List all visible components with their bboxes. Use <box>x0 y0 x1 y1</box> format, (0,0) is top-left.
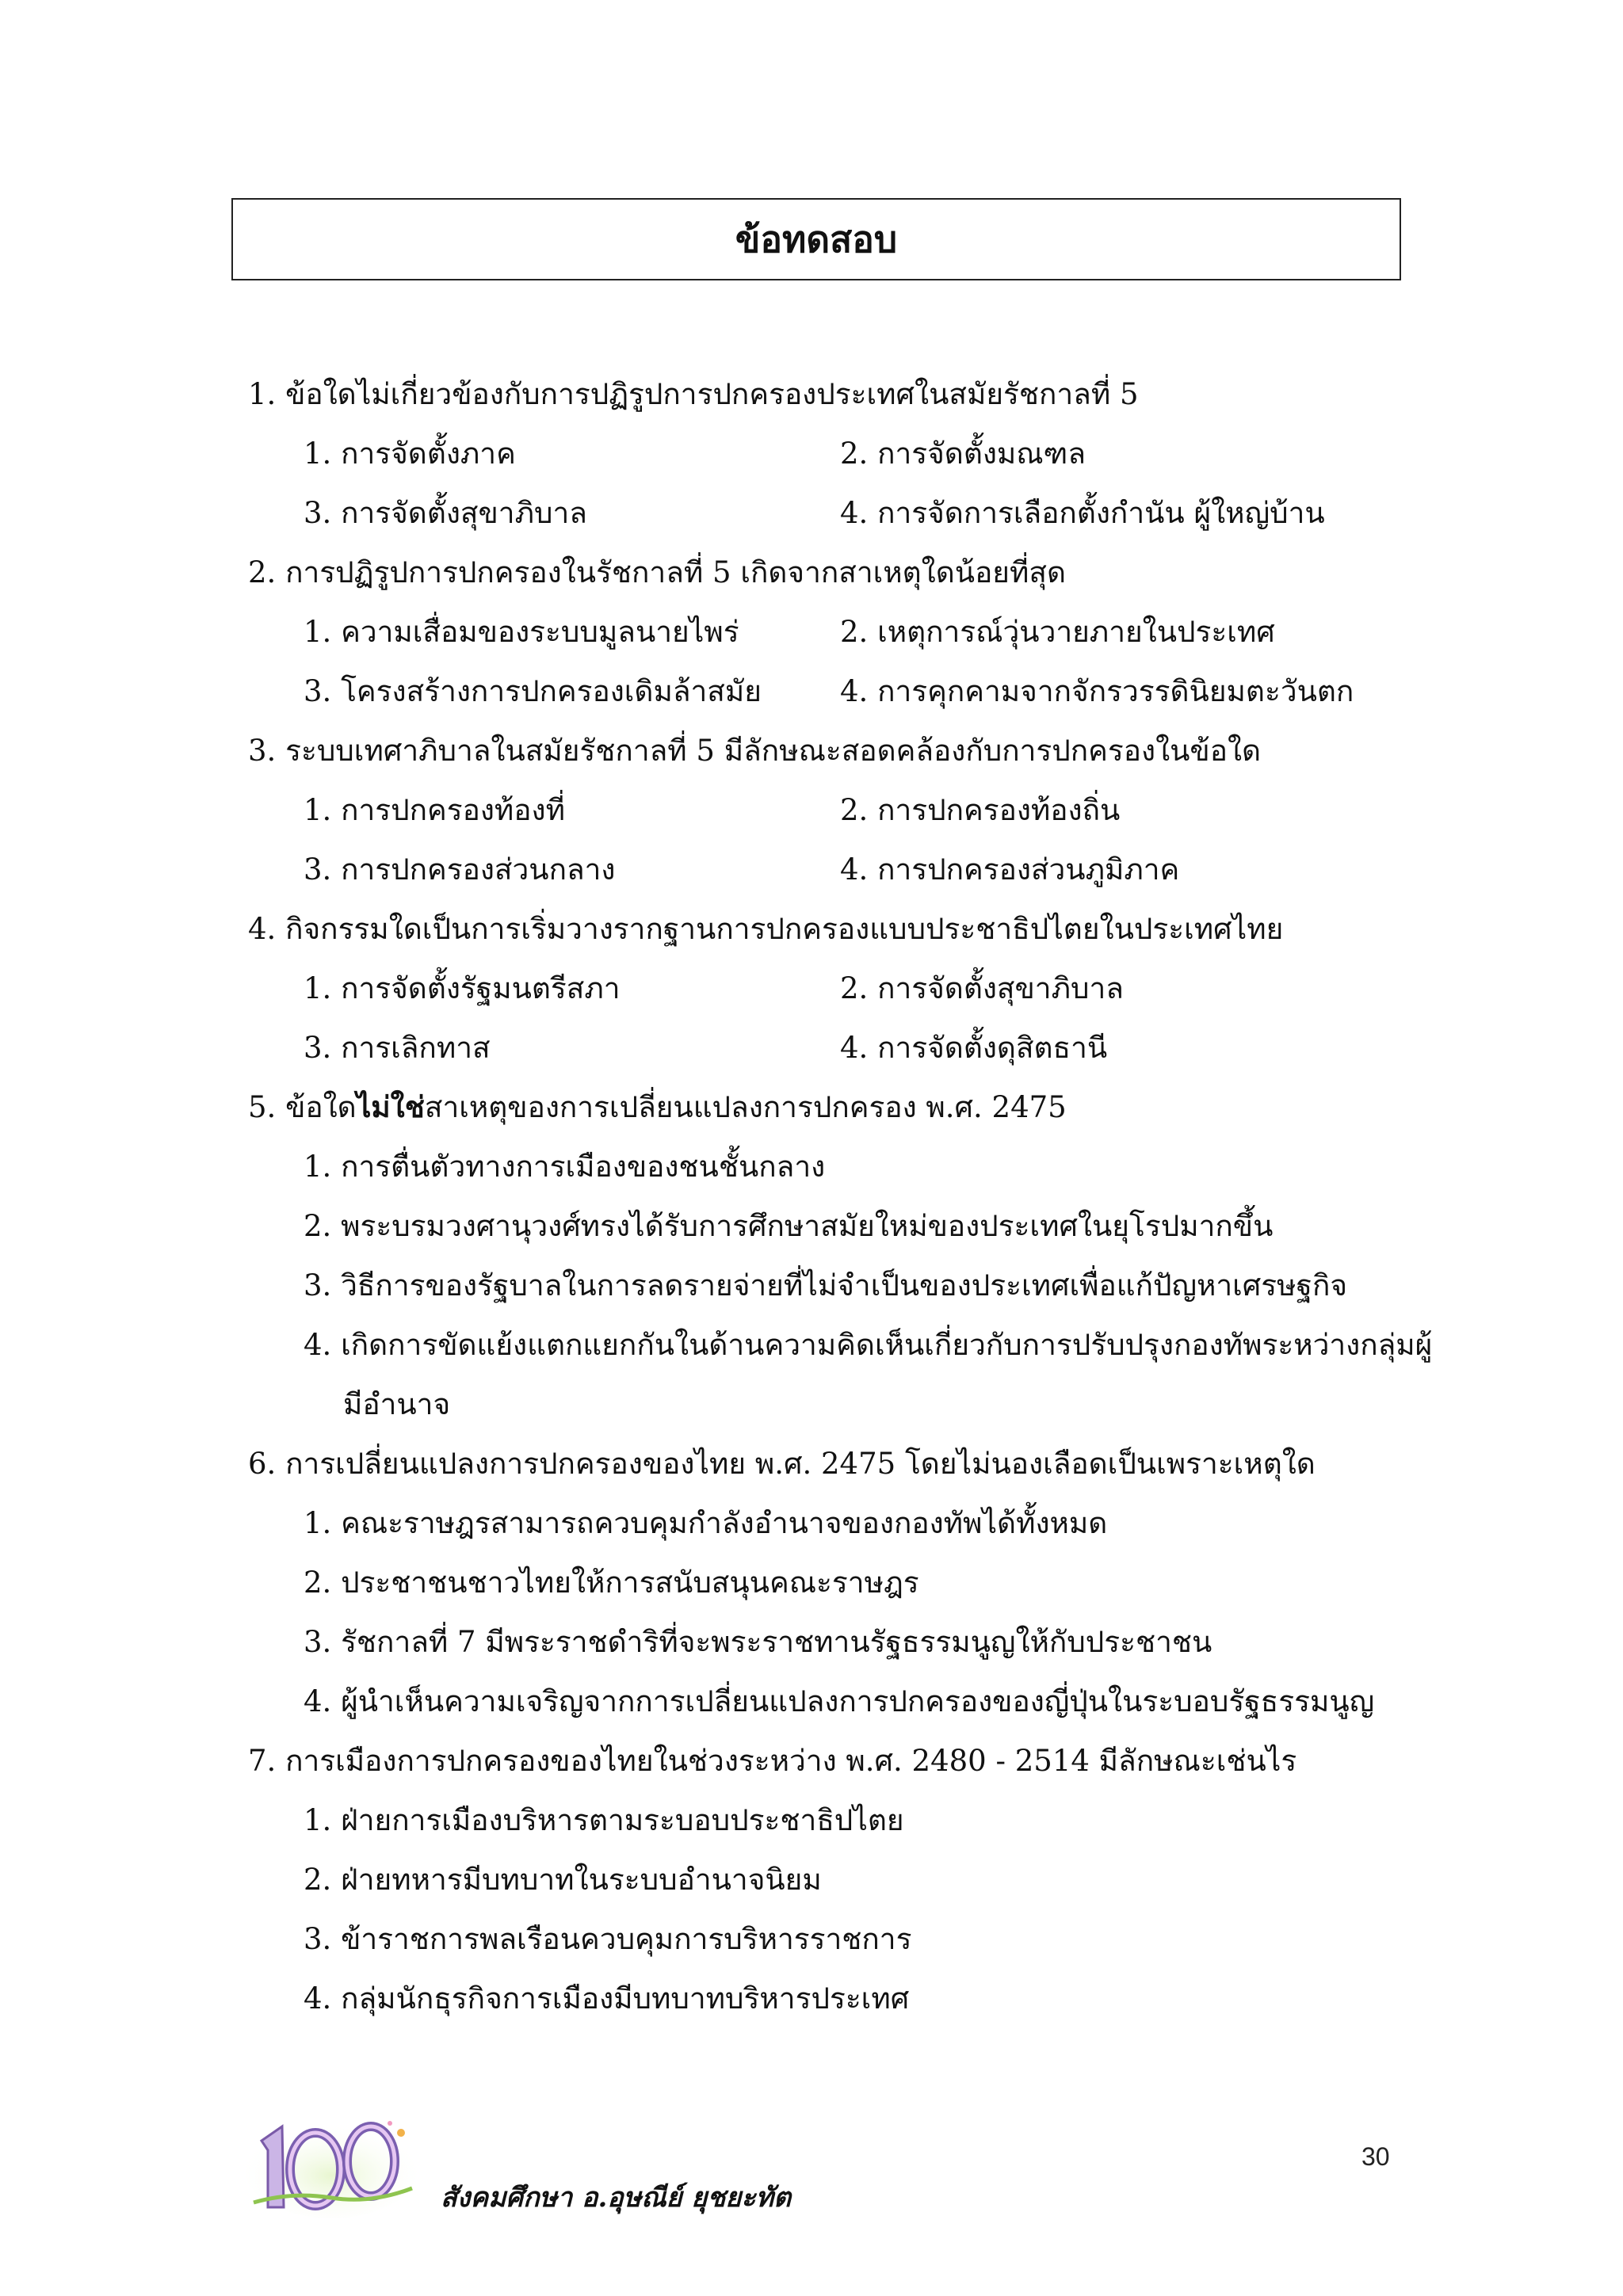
question-stem-pre: ข้อใด <box>285 1090 357 1124</box>
question-stem: ระบบเทศาภิบาลในสมัยรัชกาลที่ 5 มีลักษณะสอดคล้องกับการปกครองในข้อใด <box>285 734 1262 768</box>
page-title: ข้อทดสอบ <box>735 217 898 261</box>
option-4: 4. การคุกคามจากจักรวรรดินิยมตะวันตก <box>840 674 1354 708</box>
question-stem: กิจกรรมใดเป็นการเริ่มวางรากฐานการปกครองแบบประชาธิปไตยในประเทศไทย <box>285 912 1284 946</box>
option-row <box>248 424 1405 483</box>
question-number: 3. <box>248 734 277 768</box>
option-row <box>248 602 1405 662</box>
question-list <box>248 364 1433 2028</box>
option-1: 1. ฝ่ายการเมืองบริหารตามระบอบประชาธิปไตย <box>304 1803 904 1837</box>
question-5 <box>248 1077 1405 1137</box>
option-2: 2. การจัดตั้งสุขาภิบาล <box>840 971 1124 1005</box>
option-3: 3. โครงสร้างการปกครองเดิมล้าสมัย <box>304 674 762 708</box>
footer-author: สังคมศึกษา อ.อุษณีย์ ยุชยะทัต <box>441 2182 792 2214</box>
question-stem-post: สาเหตุของการเปลี่ยนแปลงการปกครอง พ.ศ. 2475 <box>424 1090 1067 1124</box>
option-3: 3. วิธีการของรัฐบาลในการลดรายจ่ายที่ไม่จำเป็นของประเทศเพื่อแก้ปัญหาเศรษฐกิจ <box>304 1268 1348 1302</box>
option-3: 3. ข้าราชการพลเรือนควบคุมการบริหารราชการ <box>304 1922 912 1956</box>
option-4: 4. ผู้นำเห็นความเจริญจากการเปลี่ยนแปลงการปกครองของญี่ปุ่นในระบอบรัฐธรรมนูญ <box>304 1684 1375 1718</box>
question-number: 4. <box>248 912 277 946</box>
option-2: 2. เหตุการณ์วุ่นวายภายในประเทศ <box>840 615 1275 649</box>
option-3: 3. การปกครองส่วนกลาง <box>304 852 616 887</box>
option-3: 3. รัชกาลที่ 7 มีพระราชดำริที่จะพระราชทานรัฐธรรมนูญให้กับประชาชน <box>304 1625 1212 1659</box>
option-row <box>248 1018 1405 1077</box>
question-stem: การเปลี่ยนแปลงการปกครองของไทย พ.ศ. 2475 โดยไม่นองเลือดเป็นเพราะเหตุใด <box>285 1447 1316 1481</box>
title-box <box>231 198 1401 280</box>
option-2: 2. การจัดตั้งมณฑล <box>840 437 1086 471</box>
option-4: 4. การปกครองส่วนภูมิภาค <box>840 852 1180 887</box>
option-row <box>248 840 1405 899</box>
option-4: 4. การจัดการเลือกตั้งกำนัน ผู้ใหญ่บ้าน <box>840 496 1325 530</box>
question-stem: การเมืองการปกครองของไทยในช่วงระหว่าง พ.ศ. 2480 - 2514 มีลักษณะเช่นไร <box>285 1744 1297 1778</box>
question-1 <box>248 364 1405 424</box>
logo-icon <box>244 2109 426 2220</box>
question-number: 6. <box>248 1447 277 1481</box>
question-number: 7. <box>248 1744 277 1778</box>
page-number: 30 <box>1361 2142 1390 2171</box>
question-number: 5. <box>248 1090 277 1124</box>
question-stem: การปฏิรูปการปกครองในรัชกาลที่ 5 เกิดจากสาเหตุใดน้อยที่สุด <box>285 555 1066 589</box>
question-2 <box>248 543 1405 602</box>
option-row <box>248 483 1405 543</box>
question-4 <box>248 899 1405 959</box>
option-4-continuation: มีอำนาจ <box>343 1387 451 1421</box>
option-4: 4. การจัดตั้งดุสิตธานี <box>840 1031 1108 1065</box>
option-4: 4. กลุ่มนักธุรกิจการเมืองมีบทบาทบริหารประเทศ <box>304 1981 910 2016</box>
question-3 <box>248 721 1405 780</box>
question-6 <box>248 1434 1405 1493</box>
option-4: 4. เกิดการขัดแย้งแตกแยกกันในด้านความคิดเห็นเกี่ยวกับการปรับปรุงกองทัพระหว่างกลุ่มผู้ <box>304 1328 1433 1362</box>
option-1: 1. การจัดตั้งรัฐมนตรีสภา <box>304 971 621 1005</box>
question-stem: ข้อใดไม่เกี่ยวข้องกับการปฏิรูปการปกครองประเทศในสมัยรัชกาลที่ 5 <box>285 377 1139 411</box>
option-3: 3. การจัดตั้งสุขาภิบาล <box>304 496 587 530</box>
option-1: 1. การตื่นตัวทางการเมืองของชนชั้นกลาง <box>304 1150 826 1184</box>
option-row <box>248 662 1405 721</box>
option-1: 1. คณะราษฎรสามารถควบคุมกำลังอำนาจของกองทัพได้ทั้งหมด <box>304 1506 1108 1540</box>
option-2: 2. พระบรมวงศานุวงศ์ทรงได้รับการศึกษาสมัยใหม่ของประเทศในยุโรปมากขึ้น <box>304 1209 1274 1243</box>
option-1: 1. ความเสื่อมของระบบมูลนายไพร่ <box>304 615 739 649</box>
option-2: 2. ฝ่ายทหารมีบทบาทในระบบอำนาจนิยม <box>304 1863 822 1897</box>
option-2: 2. ประชาชนชาวไทยให้การสนับสนุนคณะราษฎร <box>304 1566 919 1600</box>
question-stem-emphasis: ไม่ใช่ <box>356 1089 425 1124</box>
question-number: 1. <box>248 377 277 411</box>
option-1: 1. การจัดตั้งภาค <box>304 437 516 471</box>
option-row <box>248 780 1405 840</box>
question-7 <box>248 1731 1405 1791</box>
option-3: 3. การเลิกทาส <box>304 1031 491 1065</box>
question-number: 2. <box>248 555 277 589</box>
option-row <box>248 959 1405 1018</box>
option-2: 2. การปกครองท้องถิ่น <box>840 793 1121 827</box>
option-1: 1. การปกครองท้องที่ <box>304 793 565 827</box>
